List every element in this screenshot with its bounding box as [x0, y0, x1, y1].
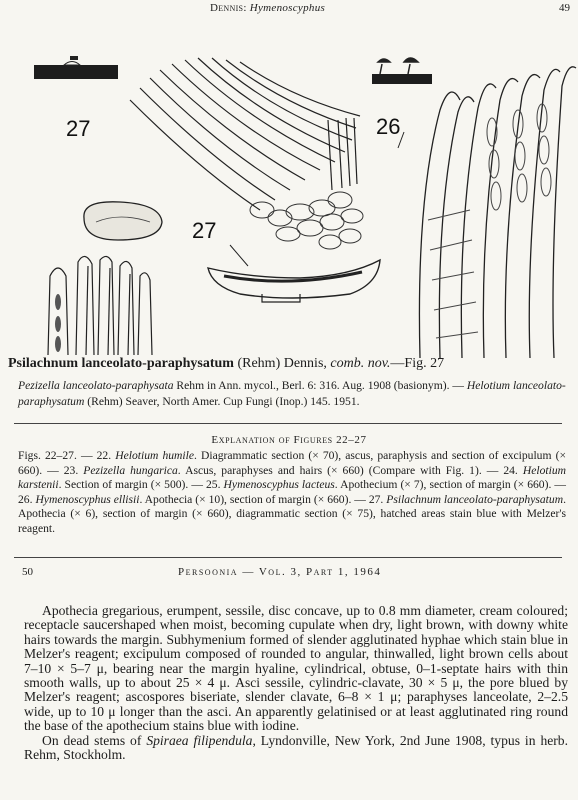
species-name: Psilachnum lanceolato-paraphysatum	[8, 356, 234, 371]
explanation-segment: . Apothecium (× 7), section of margin (× 660). — 26.	[18, 478, 566, 506]
explanation-segment: . Apothecia (× 10), section of margin (× 660). — 27.	[139, 492, 387, 506]
explanation-taxon: Helotium karstenii	[18, 463, 566, 491]
figure-plate	[0, 40, 578, 358]
figure-label-27-section: 27	[192, 218, 217, 243]
synonym-citation: (Rehm) Seaver, North Amer. Cup Fungi (Inop.) 145. 1951.	[84, 395, 360, 408]
synonym-citation: Rehm in Ann. mycol., Berl. 6: 316. Aug. 1908 (basionym). —	[173, 379, 467, 392]
page-number-2: 50	[22, 566, 33, 578]
figure-label-27-apothecia: 27	[66, 116, 91, 141]
explanation-segment: . Section of margin (× 500). — 25.	[58, 478, 224, 491]
page-number: 49	[559, 2, 570, 14]
synonymy	[18, 378, 570, 410]
species-description	[24, 604, 568, 762]
explanation-taxon: Helotium humile	[115, 449, 195, 462]
synonym-name: Helotium lanceolato-paraphysatum	[18, 379, 566, 408]
explanation-segment: . Apothecia (× 6), section of margin (× 660), diagrammatic section (× 75), hatched areas stain blue with Melzer's reagent.	[18, 492, 566, 535]
collection-prefix: On dead stems of	[42, 732, 147, 748]
explanation-segment: Figs. 22–27. — 22.	[18, 449, 116, 462]
explanation-text	[18, 449, 566, 536]
collection-host: Spiraea filipendula	[146, 732, 253, 748]
collection-paragraph	[24, 734, 568, 763]
figure-drawings	[0, 40, 578, 358]
running-header-2	[0, 566, 578, 582]
explanation-taxon: Pezizella hungarica	[83, 463, 178, 477]
species-comb: comb. nov.	[330, 356, 391, 371]
species-authority: (Rehm) Dennis,	[233, 356, 331, 371]
header-genus: Hymenoscyphus	[249, 2, 326, 14]
synonym-name: Pezizella lanceolato-paraphysata	[18, 379, 174, 392]
running-header	[0, 2, 578, 18]
explanation-segment: . Diagrammatic section (× 70), ascus, paraphysis and section of excipulum (× 660). — 23.	[18, 449, 566, 477]
explanation-segment: . Ascus, paraphyses and hairs (× 660) (Compare with Fig. 1). — 24.	[177, 463, 523, 477]
explanation-taxon: Hymenoscyphus lacteus	[223, 478, 335, 491]
collection-details: , Lyndonville, New York, 2nd June 1908, typus in herb. Rehm, Stockholm.	[24, 732, 568, 763]
journal-header: Persoonia — Vol. 3, Part 1, 1964	[178, 566, 382, 578]
species-heading	[8, 356, 568, 372]
description-paragraph: Apothecia gregarious, erumpent, sessile, disc concave, up to 0.8 mm diameter, cream coloured; receptacle saucershaped when moist, becoming cupulate when dry, light brown, with downy white hairs towards the margin. Subhymenium formed of slender agglutinated hyphae which stain blue in Melzer's reagent; excipulum composed of rounded to angular, thinwalled, light brown cells about 7–10 × 5–7 μ, bearing near the margin hyaline, cylindrical, obtuse, 0–1-septate hairs with thin smooth walls, up to about 25 × 4 μ. Asci sessile, cylindric-clavate, 30 × 5 μ, the pore blued by Melzer's reagent; ascospores biseriate, slender clavate, 6–8 × 1 μ; paraphyses lanceolate, 2–2.5 wide, up to 10 μ longer than the asci. An apparently gelatinised or at least agglutinated ring round the base of the apothecium stains blue with iodine.	[24, 603, 568, 734]
explanation-taxon: Psilachnum lanceolato-paraphysatum	[386, 492, 564, 506]
figure-label-26: 26	[376, 114, 401, 139]
header-author: Dennis	[210, 2, 244, 14]
divider-rule	[14, 557, 562, 558]
divider-rule	[14, 423, 562, 424]
species-figref: —Fig. 27	[390, 356, 445, 371]
explanation-taxon: Hymenoscyphus ellisii	[35, 492, 140, 506]
header-title: Dennis: Hymenoscyphus	[210, 2, 326, 14]
explanation-title: Explanation of Figures 22–27	[211, 434, 367, 446]
